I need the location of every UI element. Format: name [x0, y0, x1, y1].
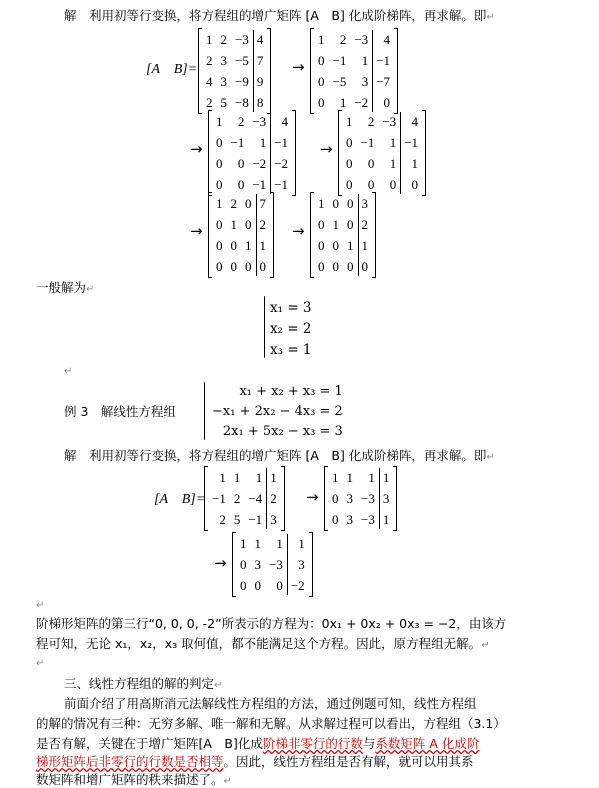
matrix-cell: −4	[248, 490, 263, 506]
matrix-cell: −1	[274, 176, 289, 192]
matrix-cell: 2	[219, 511, 226, 527]
matrix-n2	[324, 466, 397, 531]
matrix-cell: 2	[206, 94, 213, 110]
matrix-cell: −3	[252, 113, 267, 129]
matrix-cell: −8	[235, 94, 249, 110]
matrix-cell: 3	[270, 511, 277, 527]
matrix-cell: 3	[361, 73, 369, 89]
brace	[204, 382, 205, 440]
matrix-cell: 0	[347, 258, 354, 274]
matrix-cell: 0	[216, 134, 223, 150]
matrix-cell: 0	[259, 258, 266, 274]
augment-divider	[400, 112, 401, 194]
matrix-cell: 0	[216, 155, 223, 171]
bracket-left	[232, 532, 236, 597]
matrix-cell: 2	[230, 195, 237, 211]
matrix-cell: 1	[216, 195, 223, 211]
matrix-cell: 1	[318, 31, 325, 47]
matrix-cell: 1	[206, 31, 213, 47]
matrix-cell: 0	[240, 577, 247, 593]
matrix-cell: 1	[245, 237, 252, 253]
solution-system	[270, 298, 312, 361]
matrix-cell: 1	[230, 216, 237, 232]
matrix-cell: 1	[259, 134, 267, 150]
para-mark: ↵	[36, 658, 45, 669]
matrix-cell: 0	[332, 195, 339, 211]
arrow: →	[292, 222, 305, 240]
augment-divider	[270, 112, 271, 194]
solution-eq: x₂ = 2	[270, 321, 312, 337]
paragraph-line: 的解的情况有三种：无穷多解、唯一解和无解。从求解过程可以看出，方程组（3.1）	[36, 716, 506, 731]
matrix-cell: −1	[248, 511, 263, 527]
matrix-cell: 9	[256, 73, 264, 89]
matrix-cell: 1	[382, 511, 390, 527]
augment-divider	[253, 30, 254, 112]
augment-divider	[287, 534, 288, 595]
matrix-cell: 0	[245, 258, 252, 274]
matrix-cell: 1	[276, 535, 283, 551]
matrix-cell: 1	[361, 237, 368, 253]
matrix-cell: −2	[252, 155, 267, 171]
linear-system	[212, 382, 343, 442]
arrow: →	[320, 140, 333, 158]
augment-divider	[372, 30, 373, 112]
matrix-cell: 0	[276, 577, 283, 593]
paragraph-line: 数矩阵和增广矩阵的秩来描述了。↵	[36, 772, 232, 787]
bracket-right	[309, 532, 313, 597]
bracket-right	[422, 110, 426, 196]
matrix-cell: 4	[256, 31, 264, 47]
system-eq: x₁ + x₂ + x₃ = 1	[239, 384, 343, 399]
bracket-right	[270, 192, 274, 278]
matrix-cell: 2	[339, 31, 347, 47]
bracket-left	[324, 466, 328, 531]
matrix-cell: 2	[367, 113, 375, 129]
system-eq: 2x₁ + 5x₂ − x₃ = 3	[222, 424, 343, 439]
matrix-cell: 1	[254, 535, 261, 551]
matrix-cell: 2	[270, 490, 277, 506]
matrix-cell: 0	[411, 176, 419, 192]
matrix-cell: 0	[245, 216, 252, 232]
matrix-cell: −1	[274, 134, 289, 150]
matrix-cell: 1	[240, 535, 247, 551]
bracket-right	[267, 28, 271, 114]
matrix-cell: 1	[216, 113, 223, 129]
brace	[264, 296, 265, 358]
augment-divider	[379, 468, 380, 529]
bracket-right	[281, 466, 285, 531]
matrix-cell: 1	[411, 155, 419, 171]
matrix-cell: 0	[230, 258, 237, 274]
arrow: →	[214, 554, 227, 572]
matrix-cell: 7	[259, 195, 266, 211]
matrix-cell: 1	[332, 216, 339, 232]
matrix-cell: 0	[332, 511, 339, 527]
bracket-left	[310, 192, 314, 278]
paragraph-line: 梯形矩阵后非零行的行数是否相等。因此，线性方程组是否有解，就可以用其系	[36, 754, 474, 769]
matrix-cell: −1	[360, 134, 375, 150]
matrix-cell: 0	[367, 176, 375, 192]
matrix-cell: 2	[233, 490, 241, 506]
bracket-right	[393, 466, 397, 531]
intro-line-2: 解 利用初等行变换，将方程组的增广矩阵 [A B] 化成阶梯阵，再求解。即↵	[64, 448, 495, 463]
matrix-cell: 5	[233, 511, 241, 527]
matrix-cell: 0	[237, 176, 245, 192]
matrix-cell: 1	[368, 469, 375, 485]
matrix-1	[198, 28, 271, 114]
matrix-cell: 2	[206, 52, 213, 68]
matrix-cell: 0	[237, 155, 245, 171]
matrix-cell: 3	[346, 511, 353, 527]
matrix-cell: 0	[346, 134, 353, 150]
paragraph-line: 程可知，无论 x₁，x₂，x₃ 取何值，都不能满足这个方程。因此，原方程组无解。↵	[36, 636, 490, 651]
matrix-cell: 3	[382, 490, 390, 506]
bracket-left	[208, 110, 212, 196]
matrix-cell: 0	[216, 216, 223, 232]
matrix-cell: −2	[274, 155, 289, 171]
matrix-cell: −1	[252, 176, 267, 192]
bracket-right	[394, 28, 398, 114]
matrix-cell: 4	[206, 73, 213, 89]
para-mark: ↵	[36, 600, 45, 611]
matrix-cell: 1	[346, 113, 353, 129]
matrix-cell: 0	[332, 258, 339, 274]
bracket-left	[204, 466, 208, 531]
matrix-cell: 5	[220, 94, 227, 110]
matrix-cell: 1	[332, 469, 339, 485]
matrix-cell: 0	[347, 195, 354, 211]
solution-eq: x₁ = 3	[270, 300, 312, 316]
matrix-cell: 3	[298, 556, 305, 572]
matrix-cell: 7	[256, 52, 264, 68]
matrix-cell: −2	[290, 577, 305, 593]
matrix-cell: 0	[216, 176, 223, 192]
matrix-cell: −3	[269, 556, 283, 572]
matrix-cell: 0	[240, 556, 247, 572]
matrix-cell: −1	[376, 52, 391, 68]
matrix-cell: 0	[346, 155, 353, 171]
matrix-cell: −3	[361, 490, 375, 506]
matrix-cell: 0	[332, 237, 339, 253]
matrix-cell: −1	[230, 134, 245, 150]
matrix-cell: 2	[259, 216, 266, 232]
matrix-cell: 0	[332, 490, 339, 506]
matrix-cell: 1	[219, 469, 226, 485]
matrix-cell: 1	[339, 94, 347, 110]
matrix-cell: 1	[389, 134, 397, 150]
matrix-cell: −7	[376, 73, 391, 89]
arrow: →	[190, 222, 203, 240]
matrix-cell: 3	[220, 73, 227, 89]
augment-divider	[256, 194, 257, 276]
matrix-cell: −1	[212, 490, 226, 506]
matrix-cell: −3	[235, 31, 249, 47]
augmented-label: [A B]=	[154, 492, 206, 507]
general-solution-label: 一般解为↵	[36, 280, 95, 295]
matrix-cell: 0	[230, 237, 237, 253]
matrix-cell: 2	[361, 216, 368, 232]
matrix-cell: 0	[318, 52, 325, 68]
matrix-cell: 1	[255, 469, 263, 485]
bracket-left	[198, 28, 202, 114]
matrix-cell: 0	[216, 258, 223, 274]
matrix-cell: −5	[332, 73, 347, 89]
matrix-3	[208, 110, 296, 196]
matrix-cell: 0	[318, 258, 325, 274]
solution-eq: x₃ = 1	[270, 342, 312, 358]
arrow: →	[292, 58, 305, 76]
matrix-cell: 1	[361, 52, 369, 68]
bracket-right	[372, 192, 376, 278]
matrix-cell: 3	[346, 490, 353, 506]
matrix-cell: 4	[383, 31, 391, 47]
matrix-cell: −5	[235, 52, 249, 68]
matrix-cell: 0	[318, 94, 325, 110]
matrix-cell: 3	[220, 52, 227, 68]
matrix-cell: 0	[347, 216, 354, 232]
matrix-cell: −1	[404, 134, 419, 150]
matrix-6	[310, 192, 376, 278]
system-eq: −x₁ + 2x₂ − 4x₃ = 2	[212, 404, 343, 419]
matrix-cell: 3	[361, 195, 368, 211]
matrix-cell: −3	[361, 511, 375, 527]
matrix-cell: 3	[254, 556, 261, 572]
matrix-cell: 1	[233, 469, 241, 485]
matrix-cell: 1	[298, 535, 305, 551]
paragraph-line: 是否有解，关键在于增广矩阵[A B]化成阶梯非零行的行数与系数矩阵 A 化成阶	[36, 736, 480, 751]
matrix-cell: 1	[259, 237, 266, 253]
matrix-cell: 1	[382, 469, 390, 485]
matrix-cell: 1	[347, 237, 354, 253]
matrix-n1	[204, 466, 285, 531]
matrix-cell: 1	[270, 469, 277, 485]
matrix-cell: 8	[256, 94, 264, 110]
matrix-cell: 0	[367, 155, 375, 171]
matrix-cell: 1	[346, 469, 353, 485]
augment-divider	[358, 194, 359, 276]
matrix-cell: 4	[411, 113, 419, 129]
augment-divider	[266, 468, 267, 529]
matrix-cell: 0	[346, 176, 353, 192]
matrix-n3	[232, 532, 313, 597]
matrix-cell: 0	[318, 73, 325, 89]
matrix-5	[208, 192, 274, 278]
matrix-cell: 0	[318, 237, 325, 253]
matrix-cell: 0	[254, 577, 261, 593]
matrix-cell: 0	[216, 237, 223, 253]
matrix-cell: 1	[318, 195, 325, 211]
intro-line: 解 利用初等行变换，将方程组的增广矩阵 [A B] 化成阶梯阵，再求解。即↵	[64, 8, 495, 23]
paragraph-line: 阶梯形矩阵的第三行“0, 0, 0, -2”所表示的方程为：0x₁ + 0x₂ + 0x₃ = −2，由该方	[36, 616, 507, 631]
arrow: →	[190, 140, 203, 158]
bracket-left	[338, 110, 342, 196]
matrix-cell: −3	[354, 31, 369, 47]
example-3-label: 例 3 解线性方程组	[64, 404, 176, 419]
paragraph-line: 前面介绍了用高斯消元法解线性方程组的方法，通过例题可知，线性方程组	[64, 696, 477, 711]
augmented-label: [A B]=	[146, 62, 198, 77]
para-mark: ↵	[64, 366, 73, 377]
arrow: →	[306, 488, 319, 506]
matrix-2	[310, 28, 398, 114]
matrix-cell: −2	[354, 94, 369, 110]
matrix-4	[338, 110, 426, 196]
bracket-left	[208, 192, 212, 278]
matrix-cell: 1	[389, 155, 397, 171]
bracket-left	[310, 28, 314, 114]
matrix-cell: 0	[245, 195, 252, 211]
matrix-cell: 2	[237, 113, 245, 129]
section-heading: 三、线性方程组的解的判定↵	[64, 676, 223, 691]
matrix-cell: −3	[382, 113, 397, 129]
matrix-cell: −1	[332, 52, 347, 68]
matrix-cell: 2	[220, 31, 227, 47]
bracket-right	[292, 110, 296, 196]
matrix-cell: 4	[281, 113, 289, 129]
matrix-cell: 0	[383, 94, 391, 110]
matrix-cell: 0	[389, 176, 397, 192]
matrix-cell: 0	[318, 216, 325, 232]
matrix-cell: −9	[235, 73, 249, 89]
matrix-cell: 0	[361, 258, 368, 274]
